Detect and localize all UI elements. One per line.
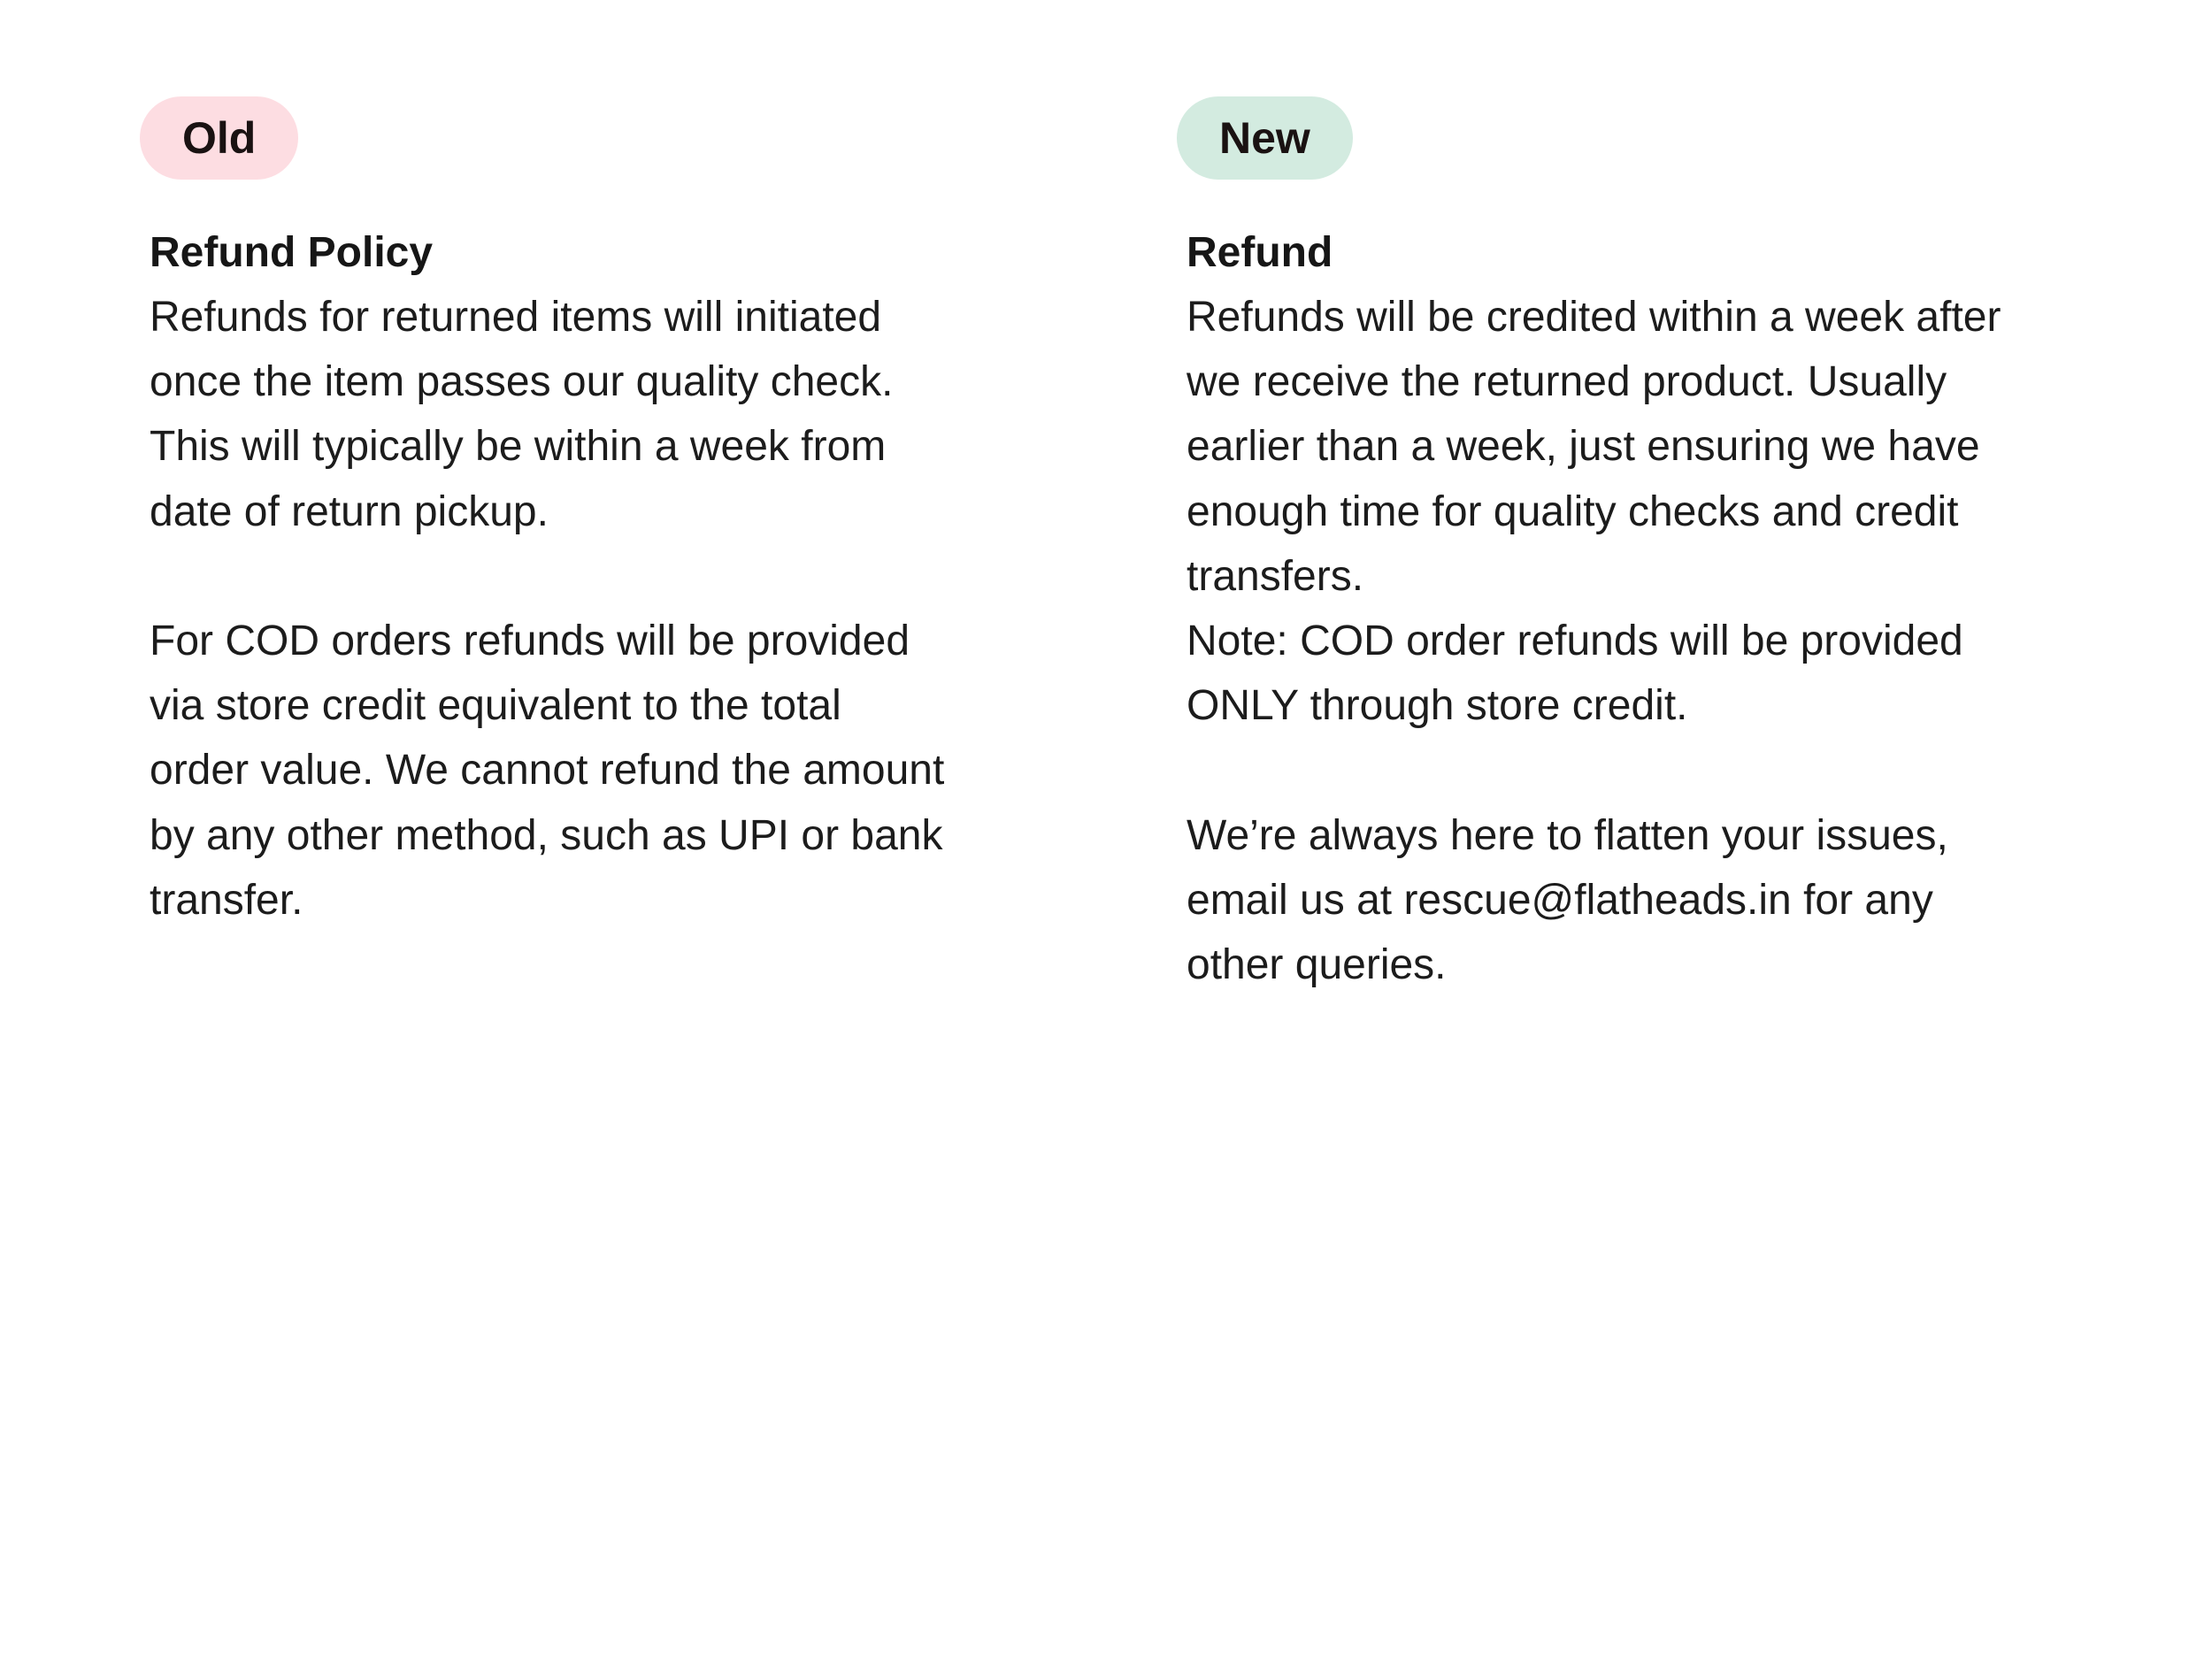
old-badge: Old bbox=[140, 96, 298, 180]
old-policy-heading: Refund Policy bbox=[150, 229, 434, 276]
old-policy-line: by any other method, such as UPI or bank bbox=[150, 811, 943, 859]
new-policy-line: We’re always here to flatten your issues, bbox=[1187, 811, 1948, 859]
old-policy-line: once the item passes our quality check. bbox=[150, 358, 894, 406]
new-policy-line: Refunds will be credited within a week after bbox=[1187, 294, 2001, 341]
new-policy-line: ONLY through store credit. bbox=[1187, 682, 1688, 730]
new-policy-line: transfers. bbox=[1187, 552, 1364, 600]
old-policy-line: transfer. bbox=[150, 876, 303, 924]
old-policy-line bbox=[150, 544, 944, 609]
new-policy-line: we receive the returned product. Usually bbox=[1187, 358, 1947, 406]
old-policy-line: For COD orders refunds will be provided bbox=[150, 617, 910, 664]
new-policy-column bbox=[1177, 96, 2079, 988]
new-badge: New bbox=[1177, 96, 1353, 180]
new-policy-line: other queries. bbox=[1187, 940, 1447, 988]
new-policy-line: Note: COD order refunds will be provided bbox=[1187, 617, 1963, 664]
old-policy-line: via store credit equivalent to the total bbox=[150, 682, 841, 730]
new-policy-text bbox=[1187, 285, 2001, 997]
new-policy-line: enough time for quality checks and credit bbox=[1187, 487, 1959, 535]
new-policy-line: email us at rescue@flatheads.in for any bbox=[1187, 876, 1933, 924]
old-policy-line: order value. We cannot refund the amount bbox=[150, 747, 945, 794]
old-policy-line: This will typically be within a week from bbox=[150, 423, 887, 471]
old-policy-text bbox=[150, 285, 944, 933]
new-policy-line bbox=[1187, 738, 2001, 802]
old-policy-column bbox=[140, 96, 1042, 924]
old-policy-line: Refunds for returned items will initiated bbox=[150, 294, 882, 341]
old-policy-line: date of return pickup. bbox=[150, 487, 549, 535]
new-policy-line: earlier than a week, just ensuring we have bbox=[1187, 423, 1980, 471]
new-policy-heading: Refund bbox=[1187, 229, 1333, 276]
